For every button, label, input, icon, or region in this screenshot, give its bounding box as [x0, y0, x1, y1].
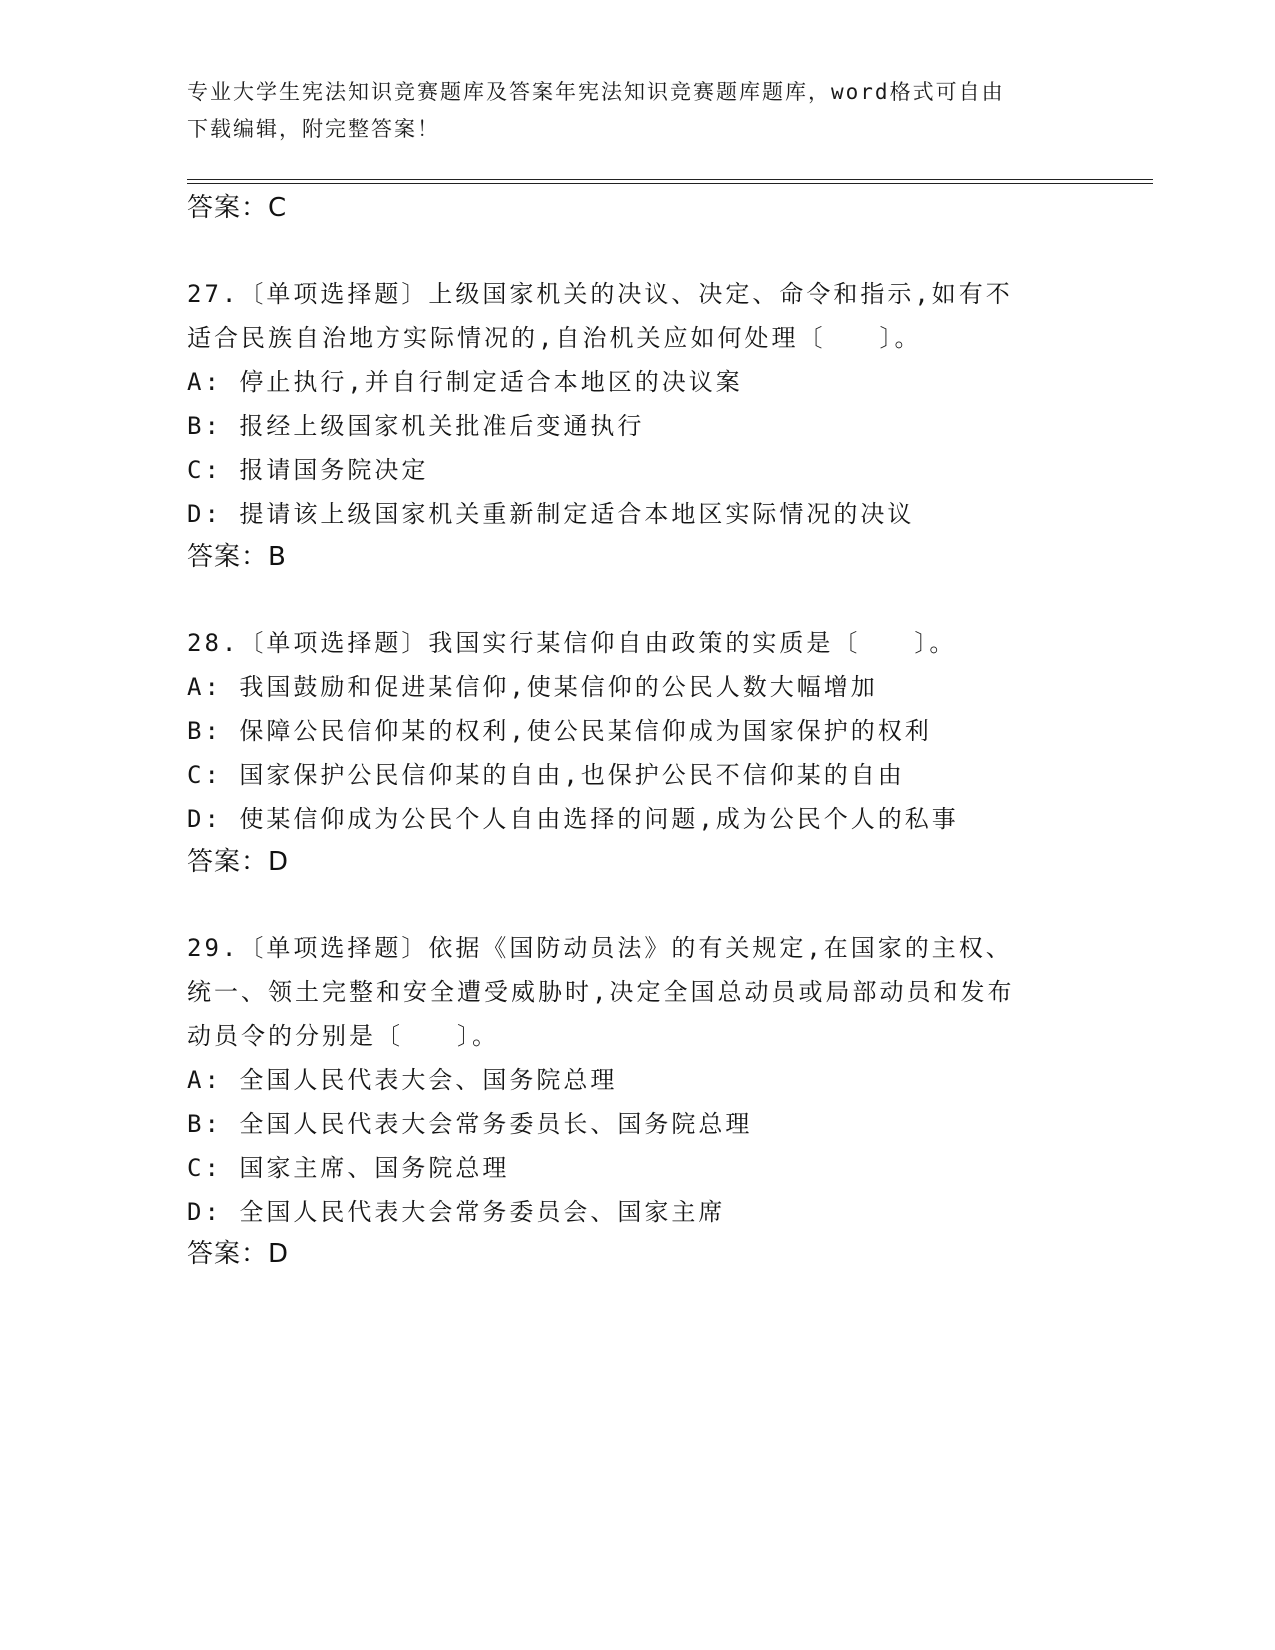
q29-stem-line-3: 动员令的分别是〔 〕。: [187, 1022, 499, 1050]
q29-answer: 答案：D: [187, 1239, 290, 1269]
q27-option-d: D: 提请该上级国家机关重新制定适合本地区实际情况的决议: [187, 500, 915, 528]
q27-option-a: A: 停止执行,并自行制定适合本地区的决议案: [187, 368, 743, 396]
q28-stem-line-1: 28.〔单项选择题〕我国实行某信仰自由政策的实质是〔 〕。: [187, 629, 957, 657]
previous-answer: 答案：C: [187, 193, 288, 223]
q29-option-c: C: 国家主席、国务院总理: [187, 1154, 510, 1182]
q28-option-b: B: 保障公民信仰某的权利,使公民某信仰成为国家保护的权利: [187, 717, 932, 745]
q27-option-b: B: 报经上级国家机关批准后变通执行: [187, 412, 645, 440]
header-rule-bottom: [187, 183, 1153, 184]
page-header: [187, 74, 1067, 148]
q27-stem-line-1: 27.〔单项选择题〕上级国家机关的决议、决定、命令和指示,如有不: [187, 280, 1013, 308]
header-line-1: 专业大学生宪法知识竞赛题库及答案年宪法知识竞赛题库题库，word格式可自由: [187, 80, 1005, 104]
q27-option-c: C: 报请国务院决定: [187, 456, 429, 484]
header-line-2: 下载编辑，附完整答案！: [187, 117, 440, 141]
header-rule-top: [187, 179, 1153, 180]
q27-stem-line-2: 适合民族自治地方实际情况的,自治机关应如何处理〔 〕。: [187, 324, 922, 352]
q28-answer: 答案：D: [187, 847, 290, 877]
q29-stem-line-1: 29.〔单项选择题〕依据《国防动员法》的有关规定,在国家的主权、: [187, 934, 1013, 962]
q29-option-b: B: 全国人民代表大会常务委员长、国务院总理: [187, 1110, 753, 1138]
q29-option-a: A: 全国人民代表大会、国务院总理: [187, 1066, 618, 1094]
q29-stem-line-2: 统一、领土完整和安全遭受威胁时,决定全国总动员或局部动员和发布: [187, 978, 1015, 1006]
q27-answer: 答案：B: [187, 542, 287, 572]
q28-option-a: A: 我国鼓励和促进某信仰,使某信仰的公民人数大幅增加: [187, 673, 878, 701]
q28-option-c: C: 国家保护公民信仰某的自由,也保护公民不信仰某的自由: [187, 761, 905, 789]
q28-option-d: D: 使某信仰成为公民个人自由选择的问题,成为公民个人的私事: [187, 805, 959, 833]
q29-option-d: D: 全国人民代表大会常务委员会、国家主席: [187, 1198, 726, 1226]
